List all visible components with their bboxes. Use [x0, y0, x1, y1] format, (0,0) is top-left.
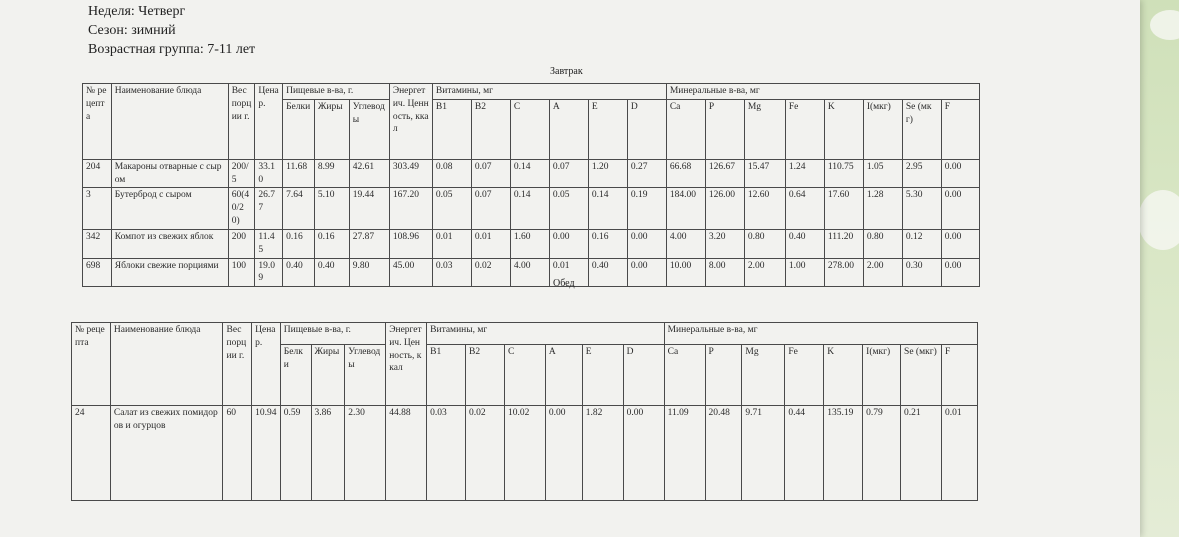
energy-cell: 167.20	[389, 188, 432, 229]
energy-cell: 44.88	[386, 406, 427, 501]
mineral-cell: 0.64	[785, 188, 824, 229]
col-vit-a: A	[549, 99, 588, 159]
recipe-no-cell: 204	[83, 159, 112, 188]
mineral-cell: 0.79	[863, 406, 901, 501]
vitamin-cell: 0.05	[432, 188, 471, 229]
dish-name-cell: Салат из свежих помидоров и огурцов	[110, 406, 223, 501]
mineral-cell: 1.28	[863, 188, 902, 229]
col-min-ca: Ca	[666, 99, 705, 159]
weight-cell: 60	[223, 406, 252, 501]
weight-cell: 200/5	[228, 159, 255, 188]
col-vit-d: D	[623, 345, 664, 406]
energy-cell: 303.49	[389, 159, 432, 188]
vitamin-cell: 0.02	[466, 406, 505, 501]
col-fat: Жиры	[314, 99, 349, 159]
vitamin-cell: 0.40	[588, 258, 627, 287]
mineral-cell: 0.00	[941, 258, 979, 287]
mineral-cell: 1.24	[785, 159, 824, 188]
col-vit-c: C	[504, 345, 545, 406]
vitamin-cell: 0.07	[549, 159, 588, 188]
mineral-cell: 184.00	[666, 188, 705, 229]
col-min-i: I(мкг)	[863, 345, 901, 406]
col-min-mg: Mg	[742, 345, 785, 406]
col-minerals-group: Минеральные в-ва, мг	[664, 323, 977, 345]
mineral-cell: 0.80	[744, 229, 785, 258]
col-vitamins-group: Витамины, мг	[427, 323, 664, 345]
mineral-cell: 0.00	[941, 229, 979, 258]
lunch-title: Обед	[553, 278, 575, 289]
col-portion-weight: Вес порции г.	[228, 84, 255, 160]
mineral-cell: 0.00	[941, 159, 979, 188]
mineral-cell: 0.00	[941, 188, 979, 229]
col-min-k: K	[824, 345, 863, 406]
mineral-cell: 135.19	[824, 406, 863, 501]
mineral-cell: 11.09	[664, 406, 705, 501]
col-min-f: F	[941, 99, 979, 159]
col-vit-c: C	[510, 99, 549, 159]
vitamin-cell: 1.82	[582, 406, 623, 501]
vitamin-cell: 0.00	[623, 406, 664, 501]
mineral-cell: 126.67	[705, 159, 744, 188]
vitamin-cell: 0.00	[549, 229, 588, 258]
mineral-cell: 17.60	[824, 188, 863, 229]
vitamin-cell: 0.16	[588, 229, 627, 258]
carbs-cell: 19.44	[349, 188, 389, 229]
mineral-cell: 0.12	[902, 229, 941, 258]
table-row	[72, 406, 978, 501]
energy-cell: 108.96	[389, 229, 432, 258]
col-nutrients-group: Пищевые в-ва, г.	[283, 84, 390, 100]
vitamin-cell: 0.01	[549, 258, 588, 287]
mineral-cell: 12.60	[744, 188, 785, 229]
vitamin-cell: 1.60	[510, 229, 549, 258]
vitamin-cell: 0.01	[471, 229, 510, 258]
mineral-cell: 3.20	[705, 229, 744, 258]
protein-cell: 0.40	[283, 258, 315, 287]
col-min-fe: Fe	[785, 345, 824, 406]
recipe-no-cell: 342	[83, 229, 112, 258]
mineral-cell: 5.30	[902, 188, 941, 229]
mineral-cell: 1.00	[785, 258, 824, 287]
vitamin-cell: 0.14	[588, 188, 627, 229]
table-row	[83, 188, 980, 229]
vitamin-cell: 0.01	[432, 229, 471, 258]
vitamin-cell: 0.14	[510, 159, 549, 188]
dish-name-cell: Яблоки свежие порциями	[111, 258, 228, 287]
col-price: Цена р.	[255, 84, 283, 160]
recipe-no-cell: 24	[72, 406, 111, 501]
vitamin-cell: 0.00	[627, 258, 666, 287]
col-protein: Белки	[280, 345, 311, 406]
price-cell: 11.45	[255, 229, 283, 258]
mineral-cell: 2.00	[863, 258, 902, 287]
col-vit-b1: B1	[432, 99, 471, 159]
col-price: Цена р.	[252, 323, 281, 406]
col-min-fe: Fe	[785, 99, 824, 159]
col-vit-d: D	[627, 99, 666, 159]
vitamin-cell: 0.07	[471, 188, 510, 229]
carbs-cell: 42.61	[349, 159, 389, 188]
col-min-p: P	[705, 345, 742, 406]
col-min-k: K	[824, 99, 863, 159]
mineral-cell: 0.40	[785, 229, 824, 258]
table-row	[83, 159, 980, 188]
recipe-no-cell: 698	[83, 258, 112, 287]
mineral-cell: 2.00	[744, 258, 785, 287]
protein-cell: 7.64	[283, 188, 315, 229]
vitamin-cell: 0.00	[627, 229, 666, 258]
mineral-cell: 8.00	[705, 258, 744, 287]
recipe-no-cell: 3	[83, 188, 112, 229]
mineral-cell: 126.00	[705, 188, 744, 229]
protein-cell: 0.16	[283, 229, 315, 258]
col-vit-a: A	[545, 345, 582, 406]
col-vit-b2: B2	[466, 345, 505, 406]
col-min-se: Se (мкг)	[902, 99, 941, 159]
col-portion-weight: Вес порции г.	[223, 323, 252, 406]
col-carbs: Углеводы	[345, 345, 386, 406]
mineral-cell: 278.00	[824, 258, 863, 287]
vitamin-cell: 0.27	[627, 159, 666, 188]
col-min-mg: Mg	[744, 99, 785, 159]
mineral-cell: 0.80	[863, 229, 902, 258]
vitamin-cell: 1.20	[588, 159, 627, 188]
col-energy: Энергетич. Ценность, ккал	[386, 323, 427, 406]
col-dish-name: Наименование блюда	[111, 84, 228, 160]
col-energy: Энергетич. Ценность, ккал	[389, 84, 432, 160]
col-min-p: P	[705, 99, 744, 159]
mineral-cell: 0.01	[941, 406, 977, 501]
dish-name-cell: Макароны отварные с сыром	[111, 159, 228, 188]
vitamin-cell: 0.08	[432, 159, 471, 188]
vitamin-cell: 0.14	[510, 188, 549, 229]
mineral-cell: 110.75	[824, 159, 863, 188]
col-dish-name: Наименование блюда	[110, 323, 223, 406]
col-recipe-no: № рецепта	[83, 84, 112, 160]
vitamin-cell: 0.07	[471, 159, 510, 188]
vitamin-cell: 4.00	[510, 258, 549, 287]
table-row	[83, 229, 980, 258]
dish-name-cell: Компот из свежих яблок	[111, 229, 228, 258]
col-nutrients-group: Пищевые в-ва, г.	[280, 323, 385, 345]
mineral-cell: 10.00	[666, 258, 705, 287]
mineral-cell: 0.44	[785, 406, 824, 501]
vitamin-cell: 0.02	[471, 258, 510, 287]
col-vit-b1: B1	[427, 345, 466, 406]
lunch-table	[71, 322, 978, 501]
mineral-cell: 111.20	[824, 229, 863, 258]
mineral-cell: 1.05	[863, 159, 902, 188]
col-min-i: I(мкг)	[863, 99, 902, 159]
carbs-cell: 27.87	[349, 229, 389, 258]
mineral-cell: 15.47	[744, 159, 785, 188]
price-cell: 10.94	[252, 406, 281, 501]
season-label: Сезон: зимний	[88, 23, 176, 38]
weight-cell: 60(40/20)	[228, 188, 255, 229]
week-label: Неделя: Четверг	[88, 4, 186, 19]
col-min-f: F	[941, 345, 977, 406]
col-vit-e: E	[582, 345, 623, 406]
vitamin-cell: 0.03	[427, 406, 466, 501]
price-cell: 26.77	[255, 188, 283, 229]
price-cell: 33.10	[255, 159, 283, 188]
vitamin-cell: 0.19	[627, 188, 666, 229]
col-protein: Белки	[283, 99, 315, 159]
fat-cell: 3.86	[311, 406, 345, 501]
mineral-cell: 4.00	[666, 229, 705, 258]
protein-cell: 0.59	[280, 406, 311, 501]
fat-cell: 8.99	[314, 159, 349, 188]
fat-cell: 5.10	[314, 188, 349, 229]
carbs-cell: 2.30	[345, 406, 386, 501]
vitamin-cell: 0.05	[549, 188, 588, 229]
price-cell: 19.09	[255, 258, 283, 287]
col-minerals-group: Минеральные в-ва, мг	[666, 84, 979, 100]
mineral-cell: 20.48	[705, 406, 742, 501]
mineral-cell: 2.95	[902, 159, 941, 188]
col-vitamins-group: Витамины, мг	[432, 84, 666, 100]
protein-cell: 11.68	[283, 159, 315, 188]
vitamin-cell: 0.03	[432, 258, 471, 287]
breakfast-title: Завтрак	[550, 66, 583, 77]
col-vit-b2: B2	[471, 99, 510, 159]
col-carbs: Углеводы	[349, 99, 389, 159]
mineral-cell: 0.21	[901, 406, 942, 501]
col-vit-e: E	[588, 99, 627, 159]
carbs-cell: 9.80	[349, 258, 389, 287]
col-fat: Жиры	[311, 345, 345, 406]
mineral-cell: 66.68	[666, 159, 705, 188]
fat-cell: 0.16	[314, 229, 349, 258]
mineral-cell: 9.71	[742, 406, 785, 501]
breakfast-table	[82, 83, 980, 287]
col-min-ca: Ca	[664, 345, 705, 406]
age-group-label: Возрастная группа: 7-11 лет	[88, 42, 256, 57]
fat-cell: 0.40	[314, 258, 349, 287]
weight-cell: 100	[228, 258, 255, 287]
table-row	[83, 258, 980, 287]
col-recipe-no: № рецепта	[72, 323, 111, 406]
col-min-se: Se (мкг)	[901, 345, 942, 406]
energy-cell: 45.00	[389, 258, 432, 287]
mineral-cell: 0.30	[902, 258, 941, 287]
vitamin-cell: 0.00	[545, 406, 582, 501]
vitamin-cell: 10.02	[504, 406, 545, 501]
dish-name-cell: Бутерброд с сыром	[111, 188, 228, 229]
weight-cell: 200	[228, 229, 255, 258]
